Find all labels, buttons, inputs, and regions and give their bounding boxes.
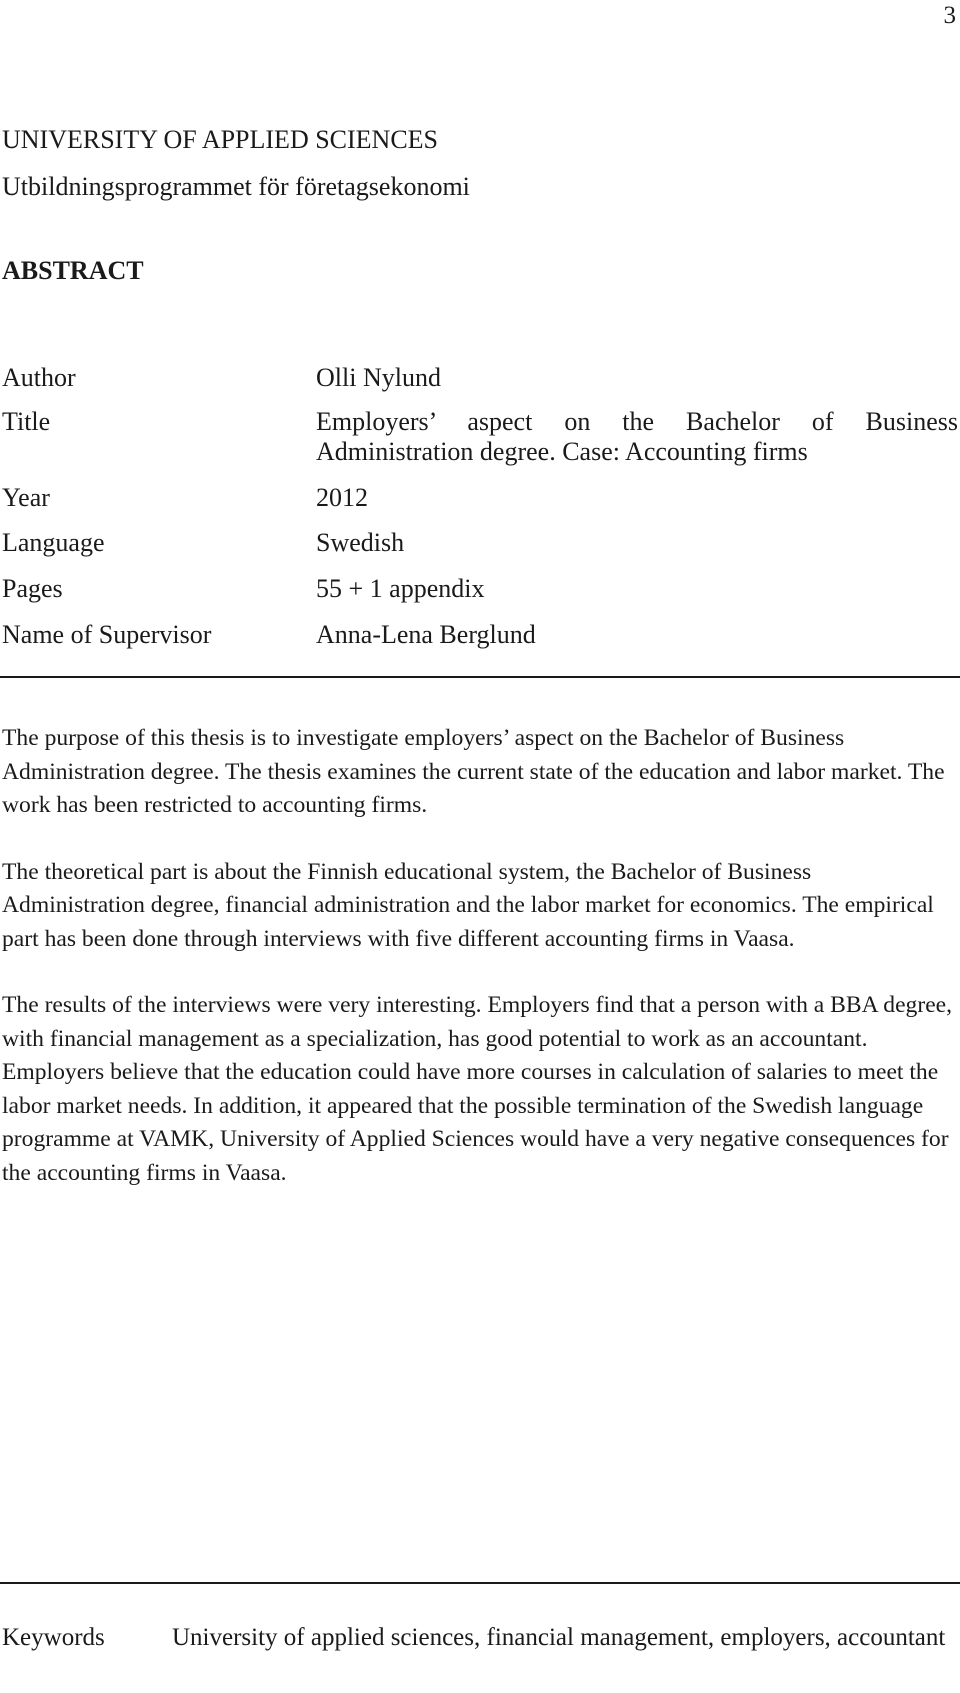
meta-value-language: Swedish	[316, 528, 405, 557]
page-number: 3	[943, 2, 956, 29]
meta-label-pages: Pages	[2, 574, 63, 603]
meta-row-language	[2, 520, 958, 566]
meta-row-author	[2, 356, 958, 400]
abstract-paragraph-3: The results of the interviews were very interesting. Employers find that a person with a BBA degree, with financial management as a specialization, has good potential to work as an accountant. Employers believe that the education could have more courses in calculation of salaries to meet the labor market needs. In addition, it appeared that the possible termination of the Swedish language programme at VAMK, University of Applied Sciences would have a very negative consequences for the accounting firms in Vaasa.	[2, 992, 953, 1186]
meta-label-title: Title	[2, 407, 51, 436]
keywords-label: Keywords	[2, 1624, 105, 1651]
meta-row-pages	[2, 566, 958, 612]
meta-row-year	[2, 476, 958, 520]
abstract-body	[2, 722, 956, 1223]
meta-label-year: Year	[2, 483, 50, 512]
meta-value-author: Olli Nylund	[316, 363, 441, 392]
meta-value-title: Employers’ aspect on the Bachelor of Business Administration degree. Case: Accounting firms	[316, 407, 958, 466]
abstract-paragraph-1: The purpose of this thesis is to investigate employers’ aspect on the Bachelor of Business Administration degree. The thesis examines the current state of the education and labor market. The work has been restricted to accounting firms.	[2, 725, 945, 818]
meta-label-author: Author	[2, 363, 76, 392]
metadata-table	[2, 356, 958, 658]
meta-label-supervisor: Name of Supervisor	[2, 620, 212, 649]
meta-value-supervisor: Anna-Lena Berglund	[316, 620, 536, 649]
keywords-value: University of applied sciences, financial management, employers, accountant	[172, 1624, 946, 1651]
meta-row-title	[2, 400, 958, 476]
institution-name: UNIVERSITY OF APPLIED SCIENCES	[2, 125, 439, 154]
meta-label-language: Language	[2, 528, 105, 557]
programme-name: Utbildningsprogrammet för företagsekonomi	[2, 172, 470, 201]
keywords-section	[2, 1610, 956, 1666]
divider-top	[0, 676, 960, 678]
meta-row-supervisor	[2, 612, 958, 658]
institution-header	[2, 116, 470, 210]
meta-value-pages: 55 + 1 appendix	[316, 574, 485, 603]
meta-value-year: 2012	[316, 483, 368, 512]
divider-bottom	[0, 1582, 960, 1584]
abstract-heading: ABSTRACT	[2, 256, 144, 285]
abstract-paragraph-2: The theoretical part is about the Finnish educational system, the Bachelor of Business Administration degree, financial administration and the labor market for economics. The empirical part has been done through interviews with five different accounting firms in Vaasa.	[2, 858, 934, 952]
